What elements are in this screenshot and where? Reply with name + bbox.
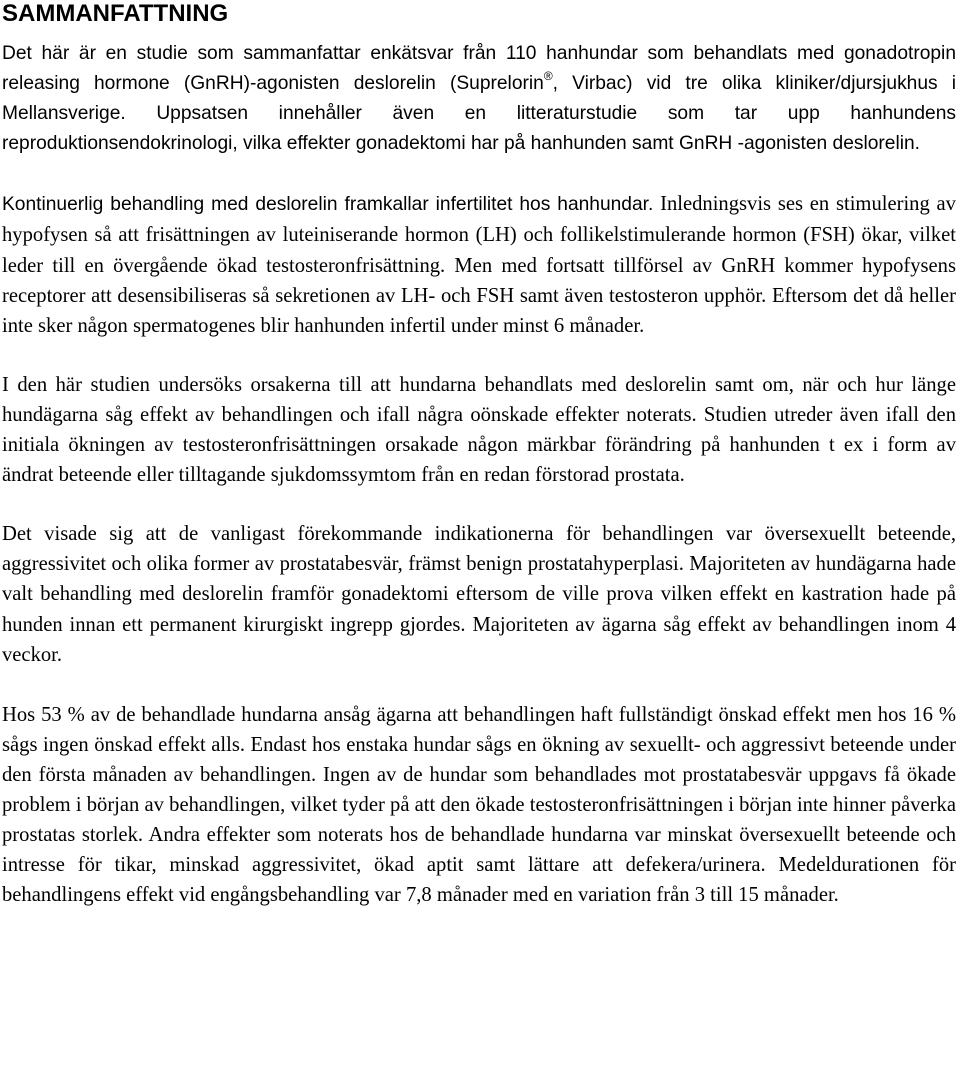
paragraph-intro [2,39,956,159]
paragraph-results: Hos 53 % av de behandlade hundarna ansåg ägarna att behandlingen haft fullständigt önskad effekt men hos 16 % sågs ingen önskad effekt alls. Endast hos enstaka hundar sågs en ökning av sexuellt- och aggressivt beteende under den första månaden av behandlingen. Ingen av de hundar som behandlades mot prostatabesvär uppgavs få ökade problem i början av behandlingen, vilket tyder på att den ökade testosteronfrisättningen i början inte hinner påverka prostatas storlek. Andra effekter som noterats hos de behandlade hundarna var minskat översexuellt beteende och intresse för tikar, minskad aggressivitet, ökad aptit samt lättare att defekera/urinera. Medeldurationen för behandlingens effekt vid engångsbehandling var 7,8 månader med en variation från 3 till 15 månader. [2,703,956,907]
section-heading: SAMMANFATTNING [2,0,229,27]
paragraph-indications: Det visade sig att de vanligast förekommande indikationerna för behandlingen var översexuellt beteende, aggressivitet och olika former av prostatabesvär, främst benign prostatahyperplasi. Majoriteten av hundägarna hade valt behandling med deslorelin framför gonadektomi eftersom de ville prova vilken effekt en kastration hade på hunden innan ett permanent kirurgiskt ingrepp gjordes. Majoriteten av ägarna såg effekt av behandlingen inom 4 veckor. [2,523,956,666]
paragraph-intro-text-b: , Virbac) vid tre olika kliniker/djursjukhus i Mellansverige. Uppsatsen innehåller även en litteraturstudie som tar upp hanhundens reproduktionsendokrinologi, vilka effekter gonadektomi har på hanhunden samt GnRH -agonisten deslorelin. [2,73,956,155]
paragraph-study-aims: I den här studien undersöks orsakerna till att hundarna behandlats med deslorelin samt om, när och hur länge hundägarna såg effekt av behandlingen och ifall några oönskade effekter noterats. Studien utreder även ifall den initiala ökningen av testosteronfrisättningen orsakade någon märkbar förändring på hanhunden t ex i form av ändrat beteende eller tilltagande sjukdomssymtom från en redan förstorad prostata. [2,373,956,487]
paragraph-mechanism-lead: Kontinuerlig behandling med deslorelin framkallar infertilitet hos hanhundar. [2,194,654,216]
paragraph-intro-text-a: Det här är en studie som sammanfattar enkätsvar från 110 hanhundar som behandlats med gonadotropin releasing hormone (GnRH)-agonisten deslorelin (Suprelorin [2,43,956,95]
registered-mark: ® [543,69,553,84]
paragraph-mechanism-text: Inledningsvis ses en stimulering av hypofysen så att frisättningen av luteiniserande hormon (LH) och follikelstimulerande hormon (FSH) ökar, vilket leder till en övergående ökad testosteronfrisättning. Men med fortsatt tillförsel av GnRH kommer hypofysens receptorer att desensibiliseras så sekretionen av LH- och FSH samt även testosteron upphör. Eftersom det då heller inte sker någon spermatogenes blir hanhunden infertil under minst 6 månader. [2,193,956,337]
paragraph-mechanism [2,189,956,340]
